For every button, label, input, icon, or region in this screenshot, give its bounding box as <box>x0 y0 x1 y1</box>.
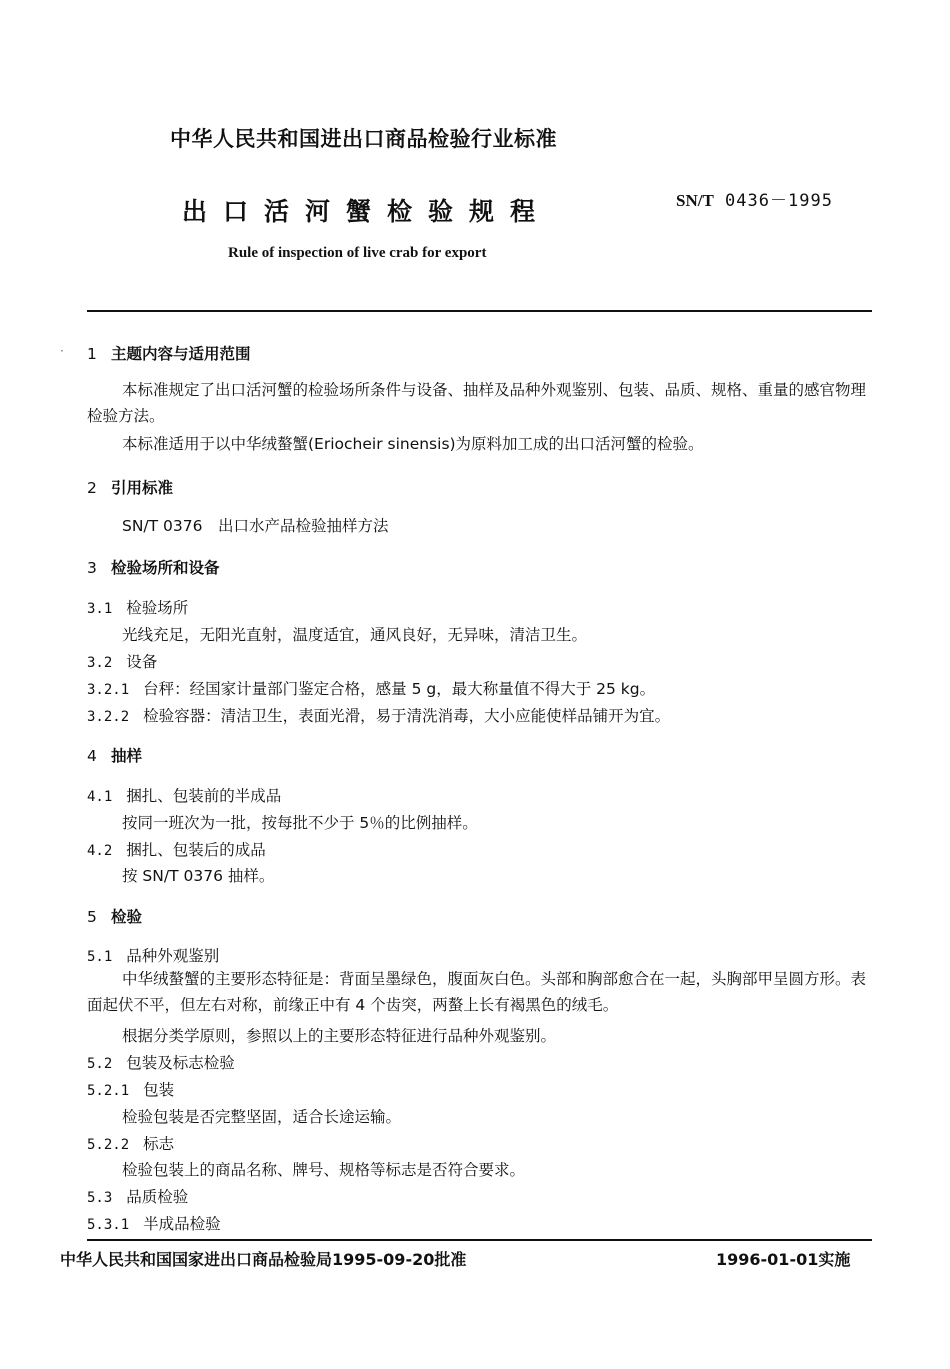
effective-date: 1996-01-01实施 <box>716 1250 851 1269</box>
clause-5-2-2 <box>87 1132 174 1154</box>
section-4-heading <box>87 744 142 766</box>
section-1-para-2: 本标准适用于以中华绒螯蟹(Eriocheir sinensis)为原料加工成的出口活河蟹的检验。 <box>122 435 704 453</box>
clause-4-1-text: 按同一班次为一批，按每批不少于 5％的比例抽样。 <box>122 814 478 832</box>
clause-number: 3.2.2 <box>87 709 130 725</box>
section-number: 5 <box>87 908 97 926</box>
section-2-reference: SN/T 0376 出口水产品检验抽样方法 <box>122 517 389 535</box>
section-1-para-1: 本标准规定了出口活河蟹的检验场所条件与设备、抽样及品种外观鉴别、包装、品质、规格、重量的感官物理检验方法。 <box>87 381 867 425</box>
clause-5-2-1-text: 检验包装是否完整坚固，适合长途运输。 <box>122 1108 402 1126</box>
approval-line: 中华人民共和国国家进出口商品检验局1995-09-20批准 <box>60 1250 467 1269</box>
document-title: 出口活河蟹检验规程 <box>182 197 552 226</box>
section-title: 主题内容与适用范围 <box>111 345 251 363</box>
clause-number: 4.2 <box>87 843 113 859</box>
clause-5-1-para-1: 中华绒螯蟹的主要形态特征是：背面呈墨绿色，腹面灰白色。头部和胸部愈合在一起，头胸部甲呈圆方形。表面起伏不平，但左右对称，前缘正中有 4 个齿突，两螯上长有褐黑色的绒毛。 <box>87 970 867 1014</box>
clause-3-2-1 <box>87 677 655 699</box>
clause-title: 半成品检验 <box>143 1215 221 1233</box>
clause-5-3 <box>87 1185 188 1207</box>
clause-4-1 <box>87 784 281 806</box>
section-title: 检验场所和设备 <box>111 559 220 577</box>
english-title: Rule of inspection of live crab for export <box>228 245 487 261</box>
clause-5-1-para-2: 根据分类学原则，参照以上的主要形态特征进行品种外观鉴别。 <box>122 1027 557 1045</box>
clause-number: 3.2.1 <box>87 682 130 698</box>
section-number: 4 <box>87 747 97 765</box>
section-3-heading <box>87 556 220 578</box>
clause-3-2-2 <box>87 704 670 726</box>
section-title: 抽样 <box>111 747 143 765</box>
clause-3-1 <box>87 596 188 618</box>
clause-title: 设备 <box>126 653 158 671</box>
clause-title: 品种外观鉴别 <box>126 947 220 965</box>
standard-code-prefix: SN/T <box>676 191 714 210</box>
clause-5-1 <box>87 944 219 966</box>
clause-number: 4.1 <box>87 789 113 805</box>
clause-title: 品质检验 <box>126 1188 189 1206</box>
section-number: 3 <box>87 559 97 577</box>
clause-title: 检验场所 <box>126 599 189 617</box>
clause-5-2-1 <box>87 1078 174 1100</box>
clause-number: 5.3 <box>87 1190 113 1206</box>
margin-dot: · <box>60 344 64 358</box>
section-2-heading <box>87 476 173 498</box>
clause-title: 包装及标志检验 <box>126 1054 235 1072</box>
section-1-heading <box>87 342 251 364</box>
clause-title: 标志 <box>143 1135 175 1153</box>
clause-number: 5.2 <box>87 1056 113 1072</box>
clause-title: 捆扎、包装前的半成品 <box>126 787 282 805</box>
clause-number: 3.2 <box>87 655 113 671</box>
clause-number: 5.2.1 <box>87 1083 130 1099</box>
section-number: 1 <box>87 345 97 363</box>
issuing-body: 中华人民共和国进出口商品检验行业标准 <box>170 127 557 151</box>
section-5-heading <box>87 905 142 927</box>
clause-4-2-text: 按 SN/T 0376 抽样。 <box>122 867 275 885</box>
clause-number: 3.1 <box>87 601 113 617</box>
clause-title: 捆扎、包装后的成品 <box>126 841 266 859</box>
section-title: 引用标准 <box>111 479 174 497</box>
standard-code-number: 0436－1995 <box>725 191 833 211</box>
clause-3-1-text: 光线充足，无阳光直射，温度适宜，通风良好，无异味，清洁卫生。 <box>122 626 588 644</box>
standard-code <box>676 186 833 211</box>
header-divider <box>87 310 872 312</box>
clause-text: 台秤：经国家计量部门鉴定合格，感量 5 g，最大称量值不得大于 25 kg。 <box>143 680 656 698</box>
clause-5-2-2-text: 检验包装上的商品名称、牌号、规格等标志是否符合要求。 <box>122 1161 526 1179</box>
clause-5-3-1 <box>87 1212 221 1234</box>
clause-number: 5.2.2 <box>87 1137 130 1153</box>
clause-3-2 <box>87 650 157 672</box>
clause-4-2 <box>87 838 266 860</box>
clause-5-2 <box>87 1051 235 1073</box>
section-number: 2 <box>87 479 97 497</box>
clause-text: 检验容器：清洁卫生，表面光滑，易于清洗消毒，大小应能使样品铺开为宜。 <box>143 707 671 725</box>
section-title: 检验 <box>111 908 143 926</box>
clause-number: 5.1 <box>87 949 113 965</box>
footer-divider <box>87 1239 872 1241</box>
clause-title: 包装 <box>143 1081 175 1099</box>
clause-number: 5.3.1 <box>87 1217 130 1233</box>
